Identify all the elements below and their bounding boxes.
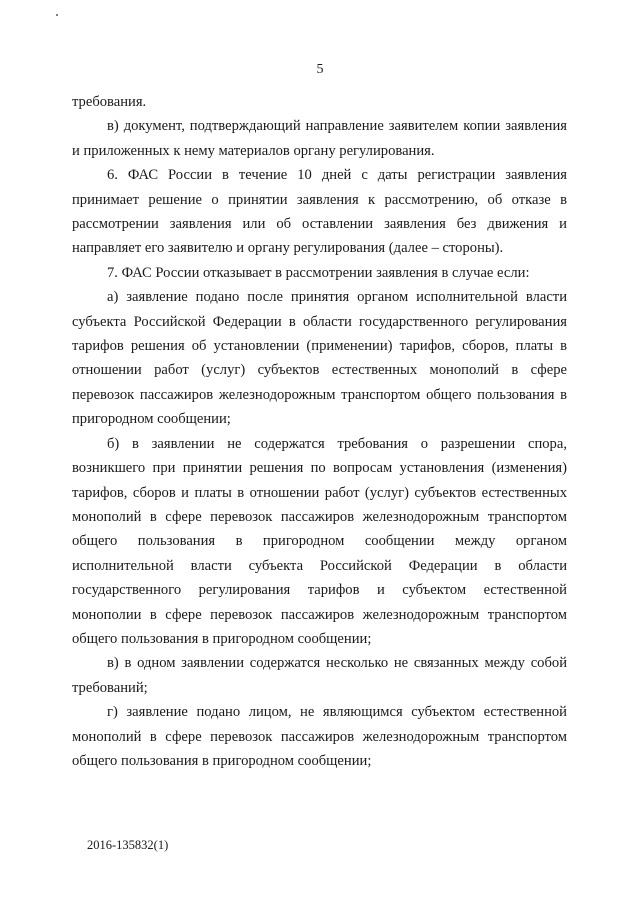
paragraph-clause-6: 6. ФАС России в течение 10 дней с даты регистрации заявления принимает решение о принятии заявления к рассмотрению, об отказе в рассмотрении заявления или об оставлении заявления без движения и направляет его заявителю и органу регулирования (далее – стороны). — [72, 167, 567, 257]
document-code: 2016-135832(1) — [87, 838, 169, 852]
paragraph-item-v-document: в) документ, подтверждающий направление заявителем копии заявления и приложенных к нему материалов органу регулирования. — [72, 118, 567, 159]
paragraph-item-b: б) в заявлении не содержатся требования о разрешении спора, возникшего при принятии решения по вопросам установления (изменения) тарифов, сборов и платы в отношении работ (услуг) субъектов естественных монополий в сфере перевозок пассажиров железнодорожным транспортом общего пользования в пригородном сообщении между органом исполнительной власти субъекта Российской Федерации в области государственного регулирования тарифов и субъектом естественной монополии в сфере перевозок пассажиров железнодорожным транспортом общего пользования в пригородном сообщении; — [72, 435, 567, 647]
paragraph-clause-7: 7. ФАС России отказывает в рассмотрении заявления в случае если: — [107, 264, 530, 281]
paragraph-item-a: а) заявление подано после принятия органом исполнительной власти субъекта Российской Федерации в области государственного регулирования тарифов решения об установлении (применении) тарифов, сборов, платы в отношении работ (услуг) субъектов естественных монополий в сфере перевозок пассажиров железнодорожным транспортом общего пользования в пригородном сообщении; — [72, 289, 567, 428]
paragraph-item-g: г) заявление подано лицом, не являющимся субъектом естественной монополий в сфере перевозок пассажиров железнодорожным транспортом общего пользования в пригородном сообщении; — [72, 704, 567, 769]
scan-speck — [56, 14, 58, 16]
paragraph-continuation: требования. — [72, 94, 147, 110]
document-body — [72, 90, 567, 773]
paragraph-item-v: в) в одном заявлении содержатся несколько не связанных между собой требований; — [72, 655, 567, 696]
page-number: 5 — [316, 62, 324, 77]
